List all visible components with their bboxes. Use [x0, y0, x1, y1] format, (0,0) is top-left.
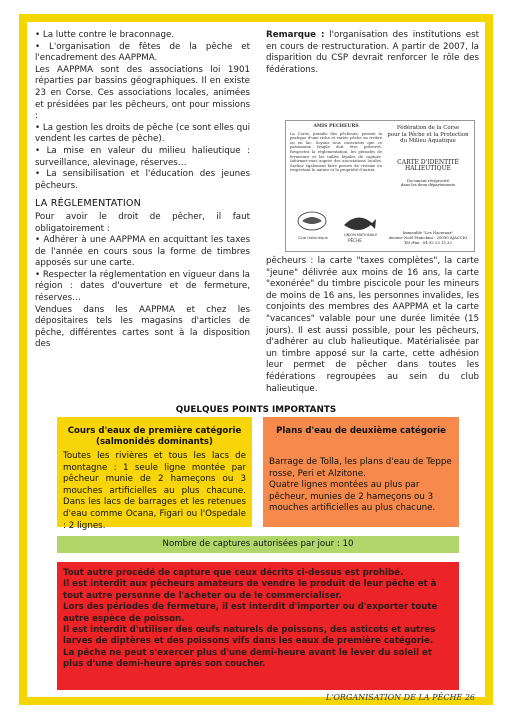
- prohibition-1: Tout autre procédé de capture que ceux décrits ci-dessus est prohibé.: [63, 568, 404, 578]
- second-category-text-2: Quatre lignes montées au plus par pêcheur, munies de 2 hameçons ou 3 mouches artificielles au plus chacune.: [269, 480, 436, 514]
- left-column: [35, 30, 250, 351]
- bullet-gestion: • La gestion les droits de pêche (ce sont elles qui vendent les cartes de pêche).: [35, 122, 250, 145]
- first-category-title-line-1: Cours d'eaux de première catégorie: [67, 426, 242, 436]
- box-captures: [57, 536, 459, 553]
- card-fed-line-1: Fédération de la Corse: [396, 125, 460, 131]
- remarque-label: Remarque :: [266, 30, 325, 40]
- first-category-text: Toutes les rivières et tous les lacs de montagne : 1 seule ligne montée par pêcheur munie de 2 hameçons ou 3 mouches artificielles au plus chacune. Dans les lacs de barrages et les retenues d'eau comme Ocana, Figari ou l'Ospedale : 2 lignes.: [63, 451, 246, 531]
- logo-union-label-2: PÊCHE: [348, 238, 362, 243]
- box-second-category: [263, 417, 459, 527]
- section-title: QUELQUES POINTS IMPORTANTS: [175, 405, 337, 415]
- box-first-category: [57, 417, 252, 531]
- bullet-adherer: • Adhérer à une AAPPMA en acquittant les taxes de l'année en cours sous la forme de timbres apposés sur une carte.: [35, 235, 250, 269]
- first-category-title-line-2: (salmonidés dominants): [96, 437, 213, 447]
- second-category-text-1: Barrage de Tolla, les plans d'eau de Teppe rosse, Peri et Alzitone.: [269, 457, 452, 479]
- bullet-braconnage: • La lutte contre le braconnage.: [35, 30, 175, 40]
- card-addr-line-3: Tél./Fax : 04 95 23 13 32: [404, 239, 452, 245]
- fish-logos-icon: [292, 205, 382, 245]
- prohibition-5: La pêche ne peut s'exercer plus d'une demi-heure avant le lever du soleil et plus d'une demi-heure après son coucher.: [63, 647, 432, 670]
- identity-card-image: [285, 120, 475, 252]
- card-amis-text: La Corse, paradis des pêcheurs, permet la pratique d'une riche et variée pêche en rivière ou en lac. Soyons tous conscients que ce patrimoine fragile doit être préservé. Respectez la réglementation, les périodes de fermeture et les tailles légales de capture. Informez-vous auprès des associations locales. Sachez également faire preuve de civisme en respectant la nature et la propriété d'autrui.: [290, 130, 382, 173]
- bullet-respecter: • Respecter la réglementation en vigueur dans la région : dates d'ouverture et de fermeture, réserves…: [35, 269, 250, 304]
- card-addr-line-1: Immeuble "Les Nacreaux": [402, 230, 454, 235]
- card-logos: [292, 205, 382, 245]
- paragraph-aappma: Les AAPPMA sont des associations loi 1901 réparties par bassins géographiques. Il en existe 23 en Corse. Ces associations locales, animées et présidées par les pêcheurs, ont pour missions :: [35, 64, 250, 122]
- card-addr-line-2: Avenue Noël Franchini - 20090 AJACCIO: [388, 234, 468, 240]
- card-doc-line-1: Document réciprocité: [407, 177, 449, 183]
- logo-club-label: Club Halieutique: [298, 236, 328, 240]
- card-address: [386, 231, 470, 245]
- bullet-fetes: • L'organisation de fêtes de la pêche et l'encadrement des AAPPMA.: [35, 41, 250, 64]
- card-amis-title: AMIS PECHEURS: [313, 124, 359, 129]
- heading-reglementation: LA RÉGLEMENTATION: [35, 198, 142, 210]
- remarque-text: l'organisation des institutions est en cours de restructuration. A partir de 2007, la disparition du CSP devrait renforcer le rôle des fédérations.: [266, 30, 480, 75]
- page-footer: L'ORGANISATION DE LA PÊCHE 26: [325, 693, 475, 702]
- captures-text: Nombre de captures autorisées par jour : 10: [162, 539, 354, 549]
- first-category-title: [57, 417, 252, 448]
- paragraph-remarque: [266, 30, 479, 76]
- paragraph-droit: Pour avoir le droit de pêcher, il faut obligatoirement :: [35, 211, 250, 234]
- prohibitions-text: [57, 562, 459, 671]
- paragraph-cartes: Vendues dans les AAPPMA et chez les dépositaires tels les magasins d'articles de pêche, différentes cartes sont à la disposition des: [35, 304, 250, 350]
- card-right-panel: [386, 125, 470, 245]
- prohibition-4: Il est interdit d'utiliser des œufs naturels de poissons, des asticots et autres larves de diptères et des poissons vifs dans les eaux de première catégorie.: [63, 625, 436, 647]
- card-title-line-1: CARTE D'IDENTITÉ: [397, 158, 459, 166]
- logo-union-label-1: UNION NATIONALE: [344, 233, 378, 237]
- prohibition-2: Il est interdit aux pêcheurs amateurs de vendre le produit de leur pêche et à tout autre personne de l'acheter ou de le commercialiser.: [63, 579, 437, 601]
- second-category-title: Plans d'eau de deuxième catégorie: [276, 426, 446, 436]
- card-title-line-2: HALIEUTIQUE: [404, 165, 452, 173]
- right-column-top: [266, 30, 479, 76]
- card-fed-line-2: pour la Pêche et la Protection: [387, 131, 469, 138]
- box-prohibitions: [57, 562, 459, 690]
- card-left-panel: [290, 125, 382, 173]
- prohibition-3: Lors des périodes de fermeture, il est interdit d'importer ou d'exporter toute autre espèce de poisson.: [63, 602, 438, 624]
- second-category-text: [263, 437, 459, 515]
- right-column-bottom: [266, 256, 479, 395]
- card-doc-line-2: dans les deux départements: [400, 182, 456, 188]
- bullet-valeur: • La mise en valeur du milieu halieutique : surveillance, alevinage, réserves…: [35, 145, 250, 168]
- bullet-sensibilisation: • La sensibilisation et l'éducation des jeunes pêcheurs.: [35, 169, 250, 191]
- paragraph-types-cartes: pêcheurs : la carte "taxes complètes", la carte "jeune" délivrée aux moins de 16 ans, la carte "exonérée" du timbre piscicole pour les mineurs de moins de 16 ans, les personnes invalides, les conjoints des membres des AAPPMA et la carte "vacances" valable pour une durée limitée (15 jours). Il est aussi possible, pour les pêcheurs, d'adhérer au club halieutique. Matérialisée par un timbre apposé sur la carte, cette adhésion leur permet de pêcher dans toutes les fédérations regroupées au sein du club halieutique.: [266, 256, 479, 394]
- card-fed-line-3: du Milieu Aquatique: [400, 138, 456, 145]
